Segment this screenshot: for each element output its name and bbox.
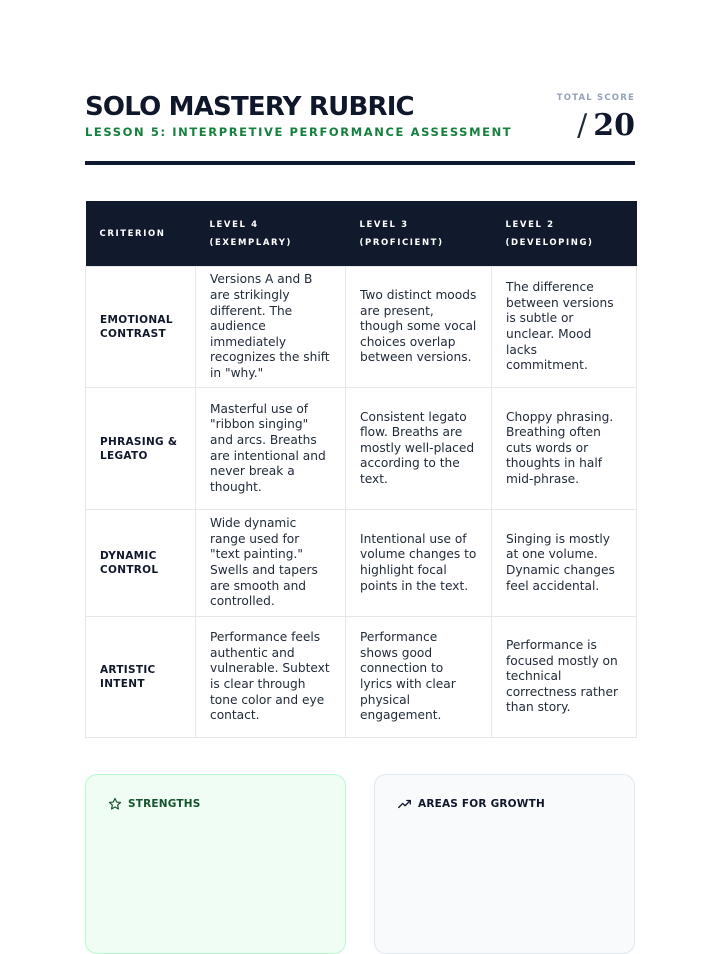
criterion-cell: ARTISTIC INTENT: [86, 617, 196, 738]
level-3-cell: Two distinct moods are present, though some vocal choices overlap between versions.: [346, 267, 492, 388]
table-row: [86, 510, 637, 617]
column-header-level-4: LEVEL 4 (EXEMPLARY): [196, 201, 346, 267]
criterion-cell: DYNAMIC CONTROL: [86, 510, 196, 617]
header-divider: [85, 161, 635, 165]
star-icon: [108, 797, 122, 811]
criterion-cell: PHRASING & LEGATO: [86, 388, 196, 510]
level-2-cell: Choppy phrasing. Breathing often cuts words or thoughts in half mid-phrase.: [492, 388, 637, 510]
total-score-label: TOTAL SCORE: [556, 93, 635, 103]
score-max: 20: [593, 108, 635, 143]
column-header-level-3: LEVEL 3 (PROFICIENT): [346, 201, 492, 267]
strengths-label: STRENGTHS: [128, 798, 201, 810]
table-row: [86, 617, 637, 738]
page-subtitle: LESSON 5: INTERPRETIVE PERFORMANCE ASSESSMENT: [85, 125, 513, 139]
level-4-cell: Masterful use of "ribbon singing" and arcs. Breaths are intentional and never break a thought.: [196, 388, 346, 510]
level-2-cell: Performance is focused mostly on technical correctness rather than story.: [492, 617, 637, 738]
strengths-heading: [108, 797, 201, 811]
column-header-criterion: CRITERION: [86, 201, 196, 267]
page-title: SOLO MASTERY RUBRIC: [85, 92, 414, 122]
level-3-cell: Consistent legato flow. Breaths are mostly well-placed according to the text.: [346, 388, 492, 510]
table-row: [86, 388, 637, 510]
level-3-cell: Performance shows good connection to lyrics with clear physical engagement.: [346, 617, 492, 738]
strengths-card: [85, 774, 346, 954]
growth-label: AREAS FOR GROWTH: [418, 798, 545, 810]
level-4-cell: Versions A and B are strikingly different. The audience immediately recognizes the shift in "why.": [196, 267, 346, 388]
table-row: [86, 267, 637, 388]
column-header-level-2: LEVEL 2 (DEVELOPING): [492, 201, 637, 267]
trending-up-icon: [397, 797, 412, 811]
level-2-cell: Singing is mostly at one volume. Dynamic changes feel accidental.: [492, 510, 637, 617]
level-4-cell: Wide dynamic range used for "text painting." Swells and tapers are smooth and controlled.: [196, 510, 346, 617]
criterion-cell: EMOTIONAL CONTRAST: [86, 267, 196, 388]
total-score: [577, 106, 635, 146]
growth-heading: [397, 797, 545, 811]
growth-card: [374, 774, 635, 954]
level-4-cell: Performance feels authentic and vulnerable. Subtext is clear through tone color and eye contact.: [196, 617, 346, 738]
score-slash: /: [577, 108, 588, 143]
table-header-row: [86, 201, 637, 267]
level-3-cell: Intentional use of volume changes to highlight focal points in the text.: [346, 510, 492, 617]
rubric-table: [85, 201, 637, 738]
level-2-cell: The difference between versions is subtle or unclear. Mood lacks commitment.: [492, 267, 637, 388]
